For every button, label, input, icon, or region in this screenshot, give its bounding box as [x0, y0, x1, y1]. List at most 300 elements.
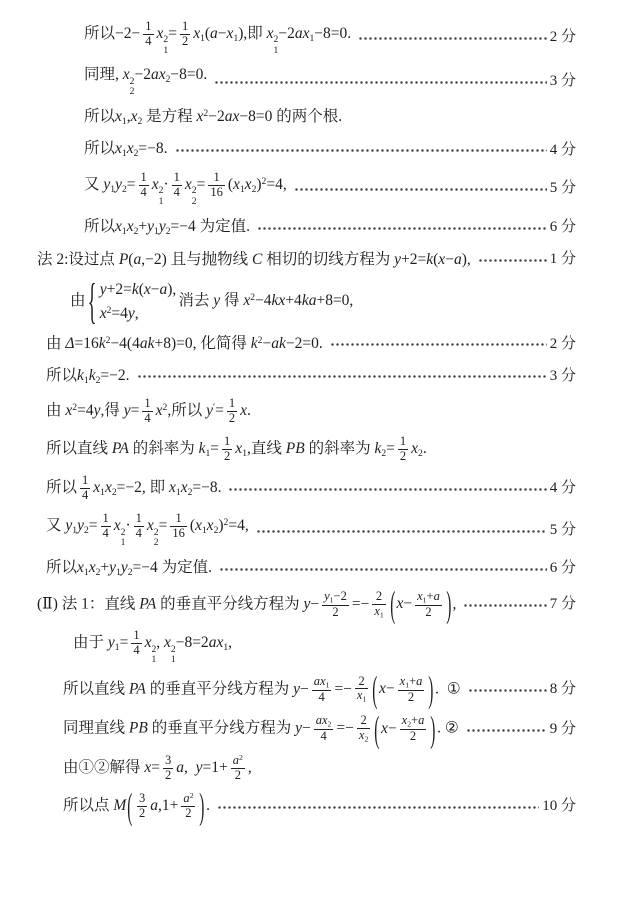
text-run: 2 [224, 449, 231, 464]
text-run: 同理直线 [63, 719, 129, 737]
math-subscript: 1 [200, 32, 205, 44]
text-run: 同理, [84, 66, 123, 84]
text-run: 1 [144, 395, 151, 410]
text-run: 1 [228, 395, 236, 410]
math-subscript: 1 [205, 448, 211, 460]
math-subscript: 1 [325, 680, 330, 690]
text-run: , [126, 108, 131, 126]
fraction-denominator [180, 35, 190, 49]
math-scripted [243, 291, 255, 310]
text-run: . [246, 401, 251, 419]
text-run: = [196, 175, 206, 193]
math-base: x [193, 24, 201, 42]
math-base: x [144, 634, 152, 652]
text-run: = [130, 401, 140, 419]
math-superscript: 2 [129, 75, 135, 87]
fraction-denominator [316, 691, 326, 705]
fraction-denominator [355, 689, 368, 704]
math-base: y [103, 175, 111, 193]
math-superscript: 2 [261, 175, 267, 187]
math-fraction [137, 792, 147, 821]
math-base: x [146, 517, 154, 535]
text-run: (Ⅱ) 法 1：直线 [37, 595, 140, 613]
big-paren-left-icon: ( [390, 583, 396, 626]
fraction-denominator [357, 729, 370, 744]
math-base: y [147, 217, 155, 235]
math-base: x [164, 634, 171, 652]
math-scripted [164, 633, 176, 665]
math-base: x [302, 24, 310, 42]
math-base: x [93, 478, 101, 496]
dotted-leader [294, 187, 547, 192]
text-run: −8=0 [239, 108, 273, 126]
score-label: 6 分 [549, 560, 576, 577]
text-run: −2=0. [285, 335, 323, 353]
text-run: 1 [175, 511, 182, 526]
math-base: x [417, 588, 423, 603]
dotted-leader [256, 529, 547, 534]
math-subscript: 1 [379, 609, 384, 619]
math-scripted [115, 139, 127, 160]
solution-line [0, 65, 576, 97]
line-content [37, 583, 457, 626]
math-fraction [80, 474, 90, 503]
math-subscript: 1 [422, 595, 427, 605]
text-run: = [88, 517, 98, 535]
math-subscript: 1 [329, 595, 334, 605]
math-superscript: 2 [257, 335, 263, 347]
fraction-denominator [233, 769, 243, 783]
fraction-numerator [398, 435, 408, 449]
math-scripted [400, 675, 409, 690]
fraction-denominator [183, 807, 193, 821]
math-subscript: 2 [165, 74, 171, 86]
math-base: x [113, 517, 121, 535]
fraction-denominator [172, 186, 182, 200]
math-subscript: 2 [153, 537, 159, 549]
text-run: −2 [134, 66, 151, 84]
line-content [63, 668, 461, 711]
text-run: , [134, 304, 139, 322]
line-content [46, 397, 251, 426]
math-subscript: 2 [133, 148, 139, 160]
text-run: 所以 [46, 366, 78, 384]
text-run: ,1+ [157, 797, 179, 815]
text-run: 法 2:设过点 [37, 250, 119, 268]
score-label: 1 分 [549, 250, 576, 267]
math-subscript: 2 [121, 183, 127, 195]
math-variable: a [150, 66, 159, 84]
text-run: ( [128, 250, 134, 268]
math-superscript: 2 [250, 292, 256, 304]
text-run: ( [204, 24, 211, 42]
text-run: 的斜率为 [304, 440, 375, 458]
math-base: ) [256, 175, 262, 193]
math-base: x [266, 24, 274, 42]
math-subscript: 1 [154, 225, 159, 237]
math-fraction [415, 590, 442, 620]
fraction-numerator [80, 474, 90, 488]
text-run: 2 [375, 588, 383, 603]
math-variable: y [303, 595, 311, 613]
text-run: = [386, 440, 395, 458]
math-base: k [374, 440, 382, 458]
dotted-leader [137, 374, 547, 379]
text-run: 2 [399, 449, 407, 464]
text-run: 16 [172, 526, 185, 541]
math-base: x [65, 401, 73, 419]
math-subscript: 2 [129, 86, 135, 98]
math-variable: x [143, 281, 151, 299]
math-variable: a [176, 758, 185, 776]
math-subscript: 2 [191, 195, 197, 207]
math-base: k [250, 335, 258, 353]
text-run: 2 [138, 806, 146, 821]
math-scripted [157, 24, 169, 56]
math-base: x [321, 713, 328, 728]
math-scripted [109, 558, 121, 579]
math-variable: x [379, 680, 386, 698]
line-content [63, 785, 211, 828]
math-scripted [417, 590, 426, 605]
line-content [46, 512, 249, 547]
fraction-denominator [372, 605, 385, 620]
fraction-numerator [163, 754, 173, 768]
text-run: − [387, 719, 397, 737]
text-run: 得 [220, 292, 244, 310]
text-run: , [156, 634, 165, 652]
text-run: 2 [234, 767, 241, 782]
text-run: = [210, 440, 220, 458]
solution-line [0, 629, 576, 664]
math-fraction [400, 714, 427, 744]
solution-line [0, 139, 576, 161]
text-run: − [217, 24, 227, 42]
math-scripted [303, 24, 315, 45]
math-subscript: 2 [364, 734, 369, 744]
text-run: 的垂直平分线方程为 [145, 680, 294, 698]
fraction-denominator [408, 730, 418, 744]
math-subscript: 1 [223, 642, 229, 654]
text-run: ( [433, 250, 439, 268]
text-run: 所以 [84, 108, 116, 126]
fraction-denominator [222, 450, 232, 464]
text-run: 4 [318, 689, 325, 704]
math-variable: PB [285, 440, 305, 458]
math-superscript: 2 [163, 34, 169, 46]
math-subscript: 2 [83, 525, 89, 537]
math-subscript: 2 [381, 448, 387, 460]
fraction-numerator [400, 714, 427, 729]
math-fraction [372, 590, 385, 620]
text-run: 3 [165, 752, 172, 767]
solution-line [0, 365, 576, 387]
score-label: 6 分 [549, 218, 576, 235]
text-run: =−8. [138, 140, 168, 158]
math-scripted [115, 175, 127, 196]
math-scripted [65, 401, 77, 420]
text-run: +2= [401, 250, 427, 268]
score-label: 4 分 [549, 479, 576, 496]
text-run: 的垂直平分线方程为 [156, 595, 304, 613]
math-variable: ax [224, 108, 240, 126]
math-scripted [147, 217, 159, 238]
solution-line [0, 754, 576, 783]
math-base: x [169, 478, 176, 496]
fraction-denominator [227, 412, 237, 426]
math-subscript: 1 [405, 680, 410, 690]
text-run: − [310, 595, 320, 613]
dotted-leader [478, 258, 547, 263]
math-subscript: 1 [72, 525, 78, 537]
math-base: x [155, 401, 163, 419]
math-scripted [374, 605, 383, 620]
text-run: 2 [332, 604, 339, 619]
math-scripted [256, 175, 266, 194]
math-base: x [115, 108, 122, 126]
text-run: + [409, 673, 417, 688]
text-run: 1 [399, 434, 407, 449]
dotted-leader [330, 342, 547, 347]
text-run: 所以 [84, 140, 116, 158]
text-run: +8)=0, 化简得 [154, 335, 251, 353]
math-scripted [233, 754, 243, 768]
text-run: 4 [133, 643, 140, 658]
fraction-numerator [131, 629, 141, 643]
text-run: −4 [255, 292, 272, 310]
math-variable: a [453, 250, 462, 268]
solution-line [0, 107, 576, 129]
text-run: 4 [173, 184, 180, 199]
math-subscript: 1 [121, 225, 127, 237]
text-run: 的垂直平分线方程为 [147, 719, 296, 737]
math-subscript: 1 [239, 183, 245, 195]
solution-line [0, 558, 576, 580]
math-variable: y [123, 401, 131, 419]
line-content [37, 250, 471, 269]
text-run: − [300, 680, 309, 698]
text-run: ( [189, 517, 195, 535]
text-run: ,−2) [141, 250, 167, 268]
line-content [84, 20, 351, 55]
math-variable: P [118, 250, 129, 268]
math-base: x [320, 673, 326, 688]
fraction-numerator [374, 590, 384, 604]
line-content [84, 139, 168, 160]
text-run: 又 [84, 175, 104, 193]
math-subscript: 2 [133, 225, 139, 237]
math-scripted [207, 516, 219, 537]
text-run: =4 [111, 304, 128, 322]
text-run: ),即 [238, 24, 267, 42]
fraction-numerator [181, 792, 195, 806]
math-base: x [232, 175, 240, 193]
text-run: 相切的切线方程为 [262, 250, 395, 268]
math-subscript: 1 [170, 654, 176, 666]
text-run: −8=2 [175, 634, 209, 652]
math-subscript: 2 [187, 486, 193, 498]
math-fraction [222, 435, 232, 464]
text-run: 所以 [84, 24, 116, 42]
text-run: 所以直线 [46, 440, 112, 458]
math-subscript: 1 [121, 116, 127, 128]
math-fraction [231, 754, 245, 783]
text-run: 1 [82, 472, 89, 487]
math-base: x [158, 66, 166, 84]
math-base: x [411, 440, 419, 458]
math-superscript: 2 [151, 643, 157, 655]
math-subscript: 1 [120, 537, 126, 549]
math-variable: x [381, 719, 388, 737]
math-fraction [143, 20, 153, 49]
fraction-denominator [170, 527, 187, 541]
math-scripted [89, 366, 101, 387]
text-run: 2 [409, 729, 417, 744]
math-base: x [126, 217, 134, 235]
fraction-denominator [80, 489, 90, 503]
text-run: · [163, 175, 169, 193]
math-fraction [312, 675, 332, 705]
text-run: 4 [320, 729, 327, 744]
math-fraction [314, 714, 334, 744]
big-paren-right-icon: ) [199, 785, 205, 828]
line-content [84, 107, 342, 128]
math-fraction [227, 397, 237, 426]
math-variable: M [113, 797, 127, 815]
text-run: = [215, 401, 224, 419]
math-scripted [216, 633, 228, 654]
fraction-numerator [231, 754, 245, 768]
math-variable: ak [271, 335, 286, 353]
text-run: =4, [266, 175, 287, 193]
math-subscript: 2 [111, 486, 117, 498]
solution-line [0, 785, 576, 828]
text-run: = [126, 175, 136, 193]
text-run: 2 [360, 713, 367, 728]
text-run: 2 [407, 689, 415, 704]
math-fraction [172, 171, 182, 200]
math-scripted [324, 590, 333, 605]
math-subscript: 2 [327, 719, 332, 729]
text-run: =− [334, 680, 352, 698]
text-run: =−2. [100, 366, 130, 384]
line-content [46, 334, 323, 353]
math-subscript: 2 [95, 374, 101, 386]
text-run: − [385, 680, 395, 698]
solution-line [0, 474, 576, 503]
solution-line [0, 216, 576, 238]
score-label: 2 分 [549, 335, 576, 352]
math-base: y [206, 401, 213, 419]
math-base: x [130, 108, 138, 126]
text-run: 由 [46, 335, 66, 353]
solution-line [0, 435, 576, 464]
math-subscript: 1 [163, 44, 169, 56]
text-run: 2 [358, 673, 365, 688]
math-variable: C [252, 250, 263, 268]
math-variable: a [159, 281, 168, 299]
math-scripted [159, 217, 171, 238]
math-subscript: 1 [116, 567, 121, 579]
fraction-denominator [143, 35, 153, 49]
text-run: 又 [46, 517, 66, 535]
math-superscript: 2 [158, 185, 164, 196]
fraction-denominator [208, 186, 225, 200]
math-fraction [131, 629, 141, 658]
math-superscript: 2 [189, 791, 194, 801]
text-run: =− [336, 719, 354, 737]
solution-line [0, 248, 576, 270]
math-fraction [142, 397, 152, 426]
math-subscript: 2 [251, 183, 257, 195]
text-run: . [206, 797, 211, 815]
line-content [73, 629, 232, 664]
text-run: 所以点 [63, 797, 114, 815]
solution-line [0, 708, 576, 750]
dotted-leader [219, 567, 547, 572]
score-label: 10 分 [542, 798, 576, 815]
math-scripted [169, 478, 181, 499]
math-scripted [359, 729, 368, 744]
text-run: + [138, 217, 148, 235]
solution-line [0, 512, 576, 547]
text-run: 所以 [84, 217, 116, 235]
math-subscript: 1 [175, 486, 181, 498]
math-scripted [127, 139, 139, 160]
text-run: . ② [437, 719, 459, 737]
text-run: =−4 为定值. [170, 217, 250, 235]
math-variable: x [240, 401, 247, 419]
fraction-numerator [415, 590, 442, 605]
math-base: a [232, 752, 240, 767]
text-run: 1 [133, 628, 140, 643]
text-run: 1 [135, 511, 142, 526]
math-variable: a [133, 250, 142, 268]
text-run: 所以 [46, 478, 78, 496]
text-run: , [247, 758, 252, 776]
math-scripted [77, 516, 89, 537]
fraction-numerator [314, 714, 334, 729]
math-subscript: 1 [273, 44, 279, 56]
math-scripted [121, 558, 133, 579]
text-run: = [158, 517, 168, 535]
text-run: ), [167, 281, 177, 299]
solution-line [0, 274, 576, 330]
math-subscript: 2 [418, 448, 423, 460]
math-base: x [99, 304, 107, 322]
text-run: 4 [102, 526, 109, 541]
math-base: x [115, 217, 122, 235]
dotted-leader [257, 226, 547, 231]
math-base: a [183, 791, 190, 806]
fraction-denominator [139, 186, 149, 200]
math-subscript: 1 [110, 183, 116, 195]
math-scripted [77, 558, 89, 579]
math-base: k [98, 335, 106, 353]
text-run: 的斜率为 [128, 440, 199, 458]
math-scripted [197, 107, 209, 126]
math-subscript: 2 [95, 567, 101, 579]
math-scripted [131, 107, 143, 128]
math-scripted [218, 516, 228, 535]
math-subscript: 2 [127, 567, 133, 579]
math-scripted [322, 714, 331, 729]
text-run: 1 [102, 511, 109, 526]
solution-line [0, 397, 576, 426]
score-label: 4 分 [549, 141, 576, 158]
math-scripted [103, 175, 115, 196]
math-base: k [198, 440, 206, 458]
